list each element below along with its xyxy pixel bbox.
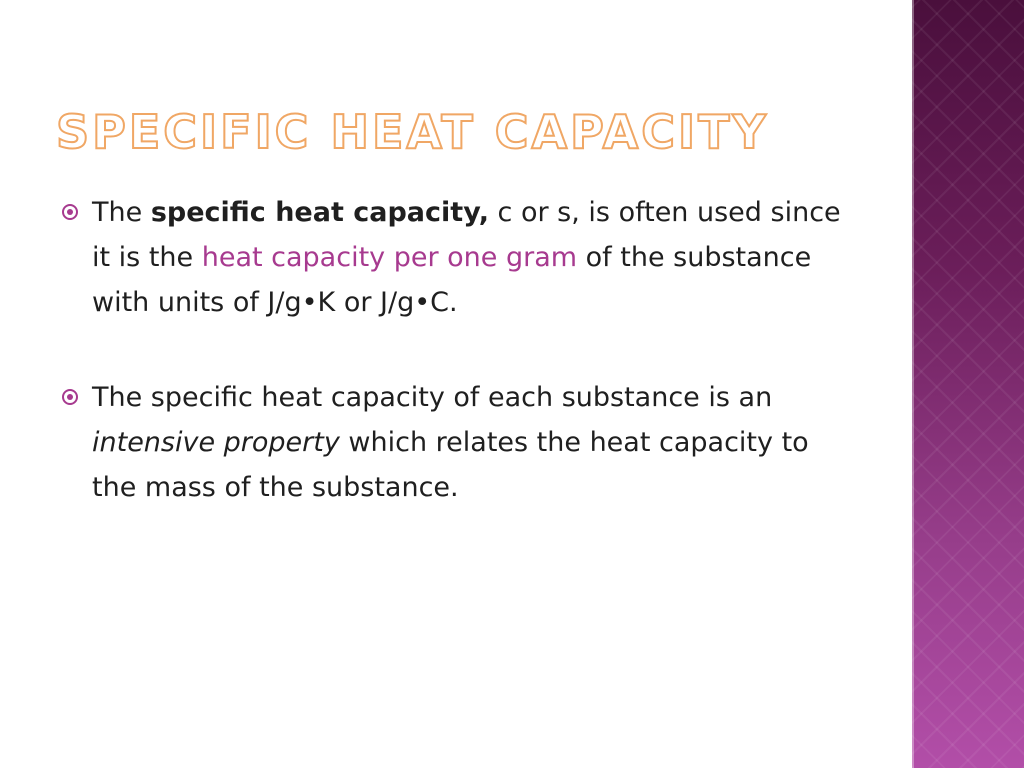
bullet-item bbox=[62, 375, 852, 510]
decorative-side-panel bbox=[912, 0, 1024, 768]
bullet-text: The specific heat capacity of each substance is an bbox=[92, 382, 773, 413]
bullet-highlight: heat capacity per one gram bbox=[201, 242, 578, 273]
bullet-bold-term: specific heat capacity, bbox=[150, 197, 489, 228]
slide-title: SPECIFIC HEAT CAPACITY bbox=[56, 105, 769, 159]
bullet-text: c or s, is often used since it is the bbox=[92, 197, 841, 273]
side-panel-edge bbox=[912, 0, 914, 768]
bullet-text: which relates the heat capacity to the mass of the substance. bbox=[92, 427, 809, 503]
bullet-text: The bbox=[92, 197, 151, 228]
bullet-italic-term: intensive property bbox=[92, 427, 340, 458]
bullet-item bbox=[62, 190, 852, 325]
target-bullet-icon bbox=[62, 389, 78, 405]
slide-body bbox=[62, 190, 852, 560]
target-bullet-icon bbox=[62, 204, 78, 220]
bullet-text: of the substance with units of J/g•K or J/g•C. bbox=[92, 242, 812, 318]
